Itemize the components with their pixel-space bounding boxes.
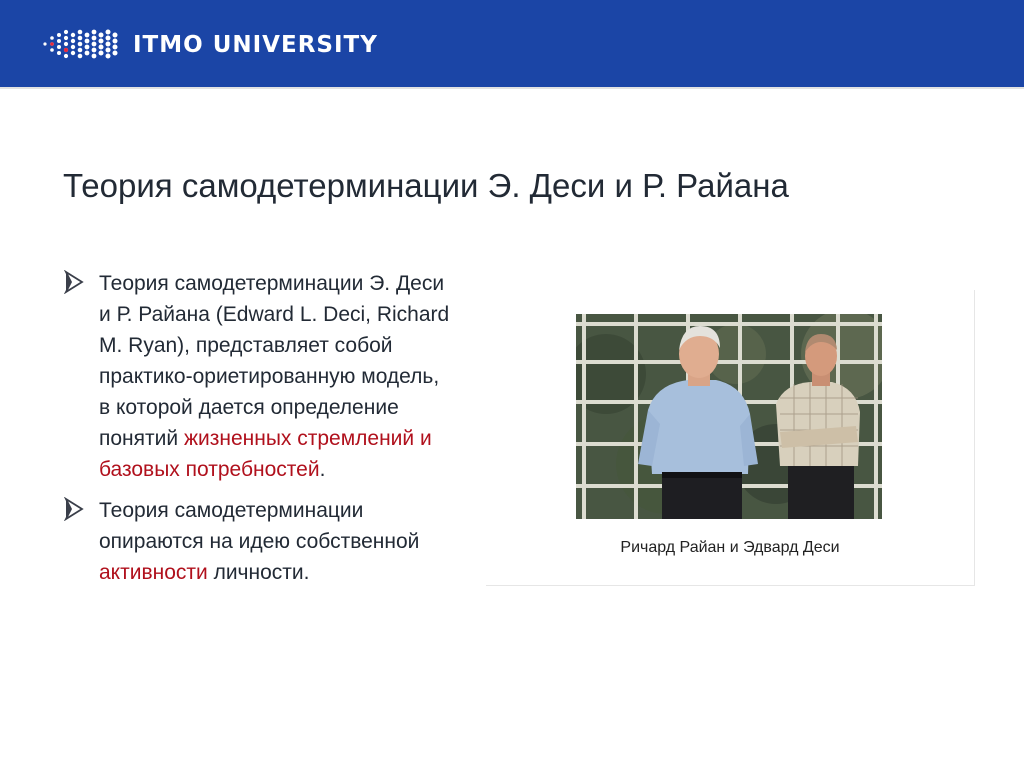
bullet-item: [63, 495, 453, 588]
figure-caption: Ричард Райан и Эдвард Деси: [620, 539, 840, 556]
bullet-tail: .: [319, 458, 326, 481]
figure: [486, 290, 975, 586]
bullet-list: [63, 268, 453, 598]
bullet-tail: личности.: [207, 561, 310, 584]
bullet-highlight: жизненных стремлений и базовых потребностей: [99, 427, 432, 481]
itmo-logo-dots-icon: [42, 29, 126, 59]
bullet-highlight: активности: [99, 561, 208, 584]
slide-title: Теория самодетерминации Э. Деси и Р. Райана: [63, 167, 789, 204]
header-bar: [0, 0, 1024, 87]
logo-text: ITMO UNIVERSITY: [133, 32, 378, 58]
photo-image: [576, 314, 882, 519]
bullet-text: Теория самодетерминации Э. Деси и Р. Райана (Edward L. Deci, Richard M. Ryan), представляет собой практико-ориетированную модель, в которой дается определение понятий: [99, 272, 450, 450]
bullet-text: Теория самодетерминации опираются на идею собственной: [99, 499, 420, 553]
header-divider: [0, 87, 1024, 89]
arrow-bullet-icon: [63, 497, 85, 521]
arrow-bullet-icon: [63, 270, 85, 294]
bullet-item: [63, 268, 453, 485]
